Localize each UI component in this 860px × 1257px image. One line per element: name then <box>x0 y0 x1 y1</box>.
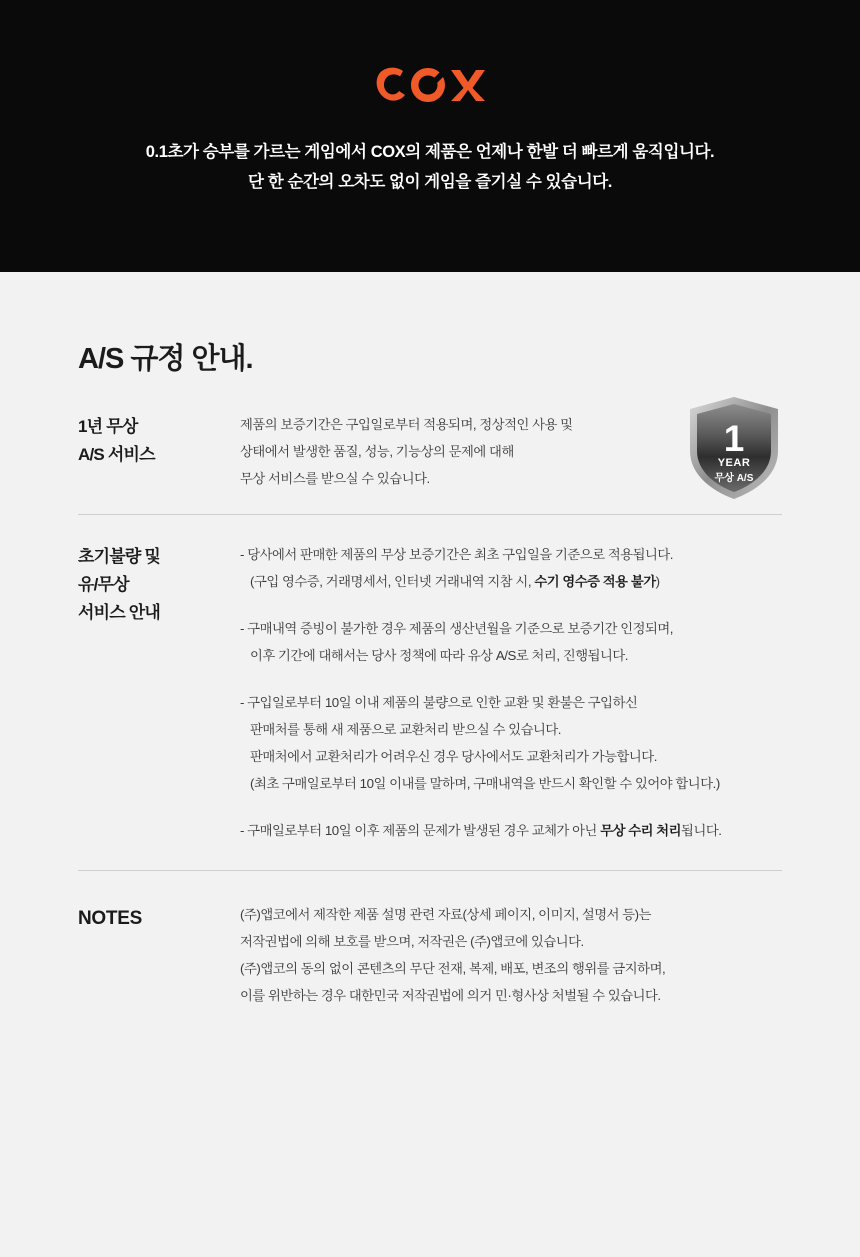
defect-item-1-line-1: - 당사에서 판매한 제품의 무상 보증기간은 최초 구입일을 기준으로 적용됩니다. <box>240 547 674 562</box>
content-sheet <box>0 272 860 1201</box>
section-notes-label: NOTES <box>78 908 142 929</box>
svg-text:무상 A/S: 무상 A/S <box>714 473 754 484</box>
warranty-label-line-2: A/S 서비스 <box>78 445 155 464</box>
section-notes-body <box>240 901 782 1009</box>
cox-logo <box>372 62 488 110</box>
warranty-badge-icon <box>686 395 782 501</box>
defect-item-1 <box>240 541 782 595</box>
notes-line-4: 이를 위반하는 경우 대한민국 저작권법에 의거 민·형사상 처벌될 수 있습니다. <box>240 988 661 1003</box>
defect-item-4 <box>240 817 782 844</box>
notes-line-1: (주)앱코에서 제작한 제품 설명 관련 자료(상세 페이지, 이미지, 설명서 등)는 <box>240 907 652 922</box>
defect-item-4-line-1 <box>240 817 782 844</box>
bottom-spacer <box>78 1031 782 1201</box>
defect-item-2-line-1: - 구매내역 증빙이 불가한 경우 제품의 생산년월을 기준으로 보증기간 인정되며, <box>240 621 674 636</box>
section-defect-body <box>240 541 782 844</box>
section-defect <box>78 515 782 870</box>
defect-item-4-line-1-c: 됩니다. <box>681 823 722 838</box>
hero-tagline-line-2: 단 한 순간의 오차도 없이 게임을 즐기실 수 있습니다. <box>248 173 612 191</box>
defect-item-1-emphasis: 수기 영수증 적용 불가 <box>534 574 656 589</box>
page-title: A/S 규정 안내. <box>78 343 253 375</box>
defect-item-3-line-2: 판매처를 통해 새 제품으로 교환처리 받으실 수 있습니다. <box>250 722 562 737</box>
defect-label-line-3: 서비스 안내 <box>78 603 161 622</box>
hero-tagline <box>0 137 860 197</box>
warranty-label-line-1: 1년 무상 <box>78 417 138 436</box>
warranty-text-line-3: 무상 서비스를 받으실 수 있습니다. <box>240 471 430 486</box>
section-defect-label <box>78 541 240 627</box>
notes-line-3: (주)앱코의 동의 없이 콘텐츠의 무단 전재, 복제, 배포, 변조의 행위를 금지하며, <box>240 961 666 976</box>
defect-item-4-line-1-a: - 구매일로부터 10일 이후 제품의 문제가 발생된 경우 교체가 아닌 <box>240 823 601 838</box>
defect-item-4-emphasis: 무상 수리 처리 <box>600 823 682 838</box>
defect-item-3-line-4: (최초 구매일로부터 10일 이내를 말하며, 구매내역을 반드시 확인할 수 있어야 합니다.) <box>250 776 720 791</box>
section-warranty-label <box>78 411 240 469</box>
warranty-text-line-2: 상태에서 발생한 품질, 성능, 기능상의 문제에 대해 <box>240 444 514 459</box>
defect-item-1-line-2 <box>240 568 782 595</box>
defect-item-3 <box>240 689 782 797</box>
defect-item-1-line-2-c: ) <box>655 574 660 589</box>
svg-text:YEAR: YEAR <box>717 457 751 469</box>
defect-item-1-line-2-a: (구입 영수증, 거래명세서, 인터넷 거래내역 지참 시, <box>250 574 535 589</box>
hero-banner <box>0 0 860 272</box>
warranty-text-line-1: 제품의 보증기간은 구입일로부터 적용되며, 정상적인 사용 및 <box>240 417 573 432</box>
defect-label-line-2: 유/무상 <box>78 575 129 594</box>
notes-line-2: 저작권법에 의해 보호를 받으며, 저작권은 (주)앱코에 있습니다. <box>240 934 584 949</box>
defect-item-2 <box>240 615 782 669</box>
defect-item-3-line-1: - 구입일로부터 10일 이내 제품의 불량으로 인한 교환 및 환불은 구입하신 <box>240 695 638 710</box>
defect-item-2-line-2: 이후 기간에 대해서는 당사 정책에 따라 유상 A/S로 처리, 진행됩니다. <box>250 648 629 663</box>
section-notes <box>78 871 782 1031</box>
hero-tagline-line-1: 0.1초가 승부를 가르는 게임에서 COX의 제품은 언제나 한발 더 빠르게 움직입니다. <box>145 143 715 161</box>
defect-item-3-line-3: 판매처에서 교환처리가 어려우신 경우 당사에서도 교환처리가 가능합니다. <box>250 749 657 764</box>
svg-text:1: 1 <box>723 418 745 459</box>
section-warranty <box>78 387 782 514</box>
defect-label-line-1: 초기불량 및 <box>78 547 161 566</box>
